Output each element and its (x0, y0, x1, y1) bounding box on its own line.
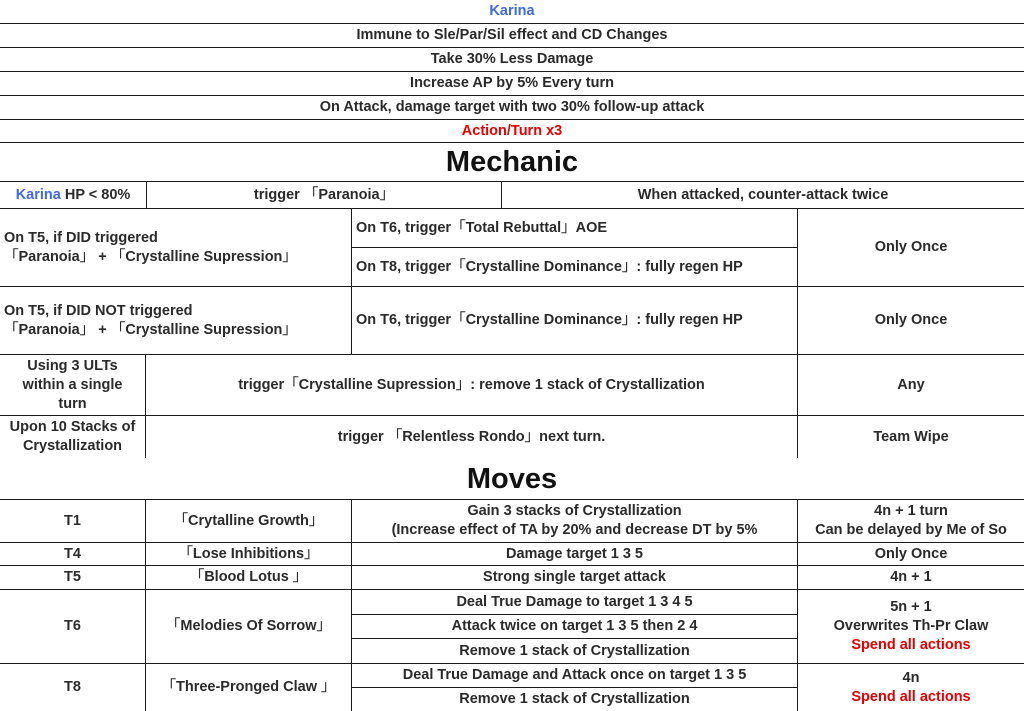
move-t1-frequency (798, 500, 1024, 542)
trait-immunity: Immune to Sle/Par/Sil effect and CD Changes (356, 27, 668, 43)
boss-name-inline: Karina (15, 186, 61, 203)
t5-did-not-condition (0, 287, 351, 354)
move-t6-name: 「Melodies Of Sorrow」 (165, 618, 332, 634)
action-per-turn: Action/Turn x3 (461, 122, 563, 139)
move-t8-turn: T8 (64, 679, 81, 695)
t5-did-not-effect: On T6, trigger「Crystalline Dominance」: fully regen HP (356, 312, 743, 328)
ults-condition-line3: turn (58, 395, 87, 412)
trait-damage-reduction: Take 30% Less Damage (430, 51, 594, 67)
stacks-condition (0, 416, 145, 458)
stacks-condition-line2: Crystallization (22, 438, 123, 454)
move-t5-turn: T5 (64, 569, 81, 585)
ults-effect: trigger「Crystalline Supression」: remove 1 stack of Crystallization (238, 376, 705, 393)
stacks-condition-line1: Upon 10 Stacks of (9, 419, 136, 435)
t5-did-effect-total-rebuttal: On T6, trigger「Total Rebuttal」AOE (356, 219, 608, 236)
ults-condition-line2: within a single (22, 376, 123, 393)
stacks-frequency: Team Wipe (873, 428, 949, 445)
move-t8-effect-attack: Deal True Damage and Attack once on target 1 3 5 (402, 667, 747, 683)
boss-name: Karina (489, 3, 535, 19)
move-t6-turn: T6 (64, 618, 81, 634)
move-t8-frequency-line1: 4n (902, 669, 920, 686)
move-t4-effect: Damage target 1 3 5 (505, 545, 643, 562)
hp-condition (0, 182, 146, 208)
move-t8-spend-all-actions: Spend all actions (851, 688, 971, 705)
ults-condition (0, 355, 145, 415)
move-t5-frequency: 4n + 1 (890, 569, 932, 585)
t5-did-frequency: Only Once (874, 239, 948, 255)
t5-did-not-frequency: Only Once (874, 312, 948, 328)
ults-frequency: Any (897, 376, 925, 393)
move-t1-frequency-line1: 4n + 1 turn (874, 503, 948, 519)
t5-did-condition-line2: 「Paranoia」 + 「Crystalline Supression」 (4, 248, 297, 265)
t5-did-not-condition-line2: 「Paranoia」 + 「Crystalline Supression」 (4, 321, 297, 338)
move-t4-turn: T4 (64, 545, 81, 562)
t5-did-not-condition-line1: On T5, if DID NOT triggered (4, 302, 193, 319)
paranoia-trigger: trigger 「Paranoia」 (253, 186, 395, 203)
trait-ap-increase: Increase AP by 5% Every turn (410, 75, 614, 91)
move-t8-effect-remove-stack: Remove 1 stack of Crystallization (459, 691, 690, 707)
move-t1-name: 「Crytalline Growth」 (173, 512, 324, 529)
t5-did-condition-line1: On T5, if DID triggered (4, 229, 158, 246)
move-t4-name: 「Lose Inhibitions」 (178, 545, 319, 562)
move-t4-frequency: Only Once (874, 545, 948, 562)
move-t5-effect: Strong single target attack (483, 569, 666, 585)
hp-threshold: HP < 80% (60, 186, 131, 203)
move-t6-effect-true-damage: Deal True Damage to target 1 3 4 5 (456, 593, 693, 610)
move-t6-frequency-line1: 5n + 1 (890, 599, 932, 615)
move-t5-name: 「Blood Lotus 」 (189, 569, 308, 585)
move-t6-frequency-line2: Overwrites Th-Pr Claw (833, 618, 989, 634)
move-t1-effect (352, 500, 797, 542)
move-t6-spend-all-actions: Spend all actions (851, 637, 971, 653)
move-t1-effect-line2: (Increase effect of TA by 20% and decrease DT by 5% (391, 522, 758, 538)
t5-did-condition (0, 209, 351, 286)
move-t8-name: 「Three-Pronged Claw 」 (161, 679, 336, 695)
ults-condition-line1: Using 3 ULTs (27, 357, 118, 374)
move-t6-frequency (798, 590, 1024, 663)
move-t1-turn: T1 (64, 512, 81, 529)
move-t1-frequency-line2: Can be delayed by Me of So (815, 522, 1007, 538)
move-t6-effect-remove-stack: Remove 1 stack of Crystallization (459, 642, 690, 659)
move-t8-frequency (798, 664, 1024, 711)
move-t1-effect-line1: Gain 3 stacks of Crystallization (467, 503, 682, 519)
moves-heading: Moves (466, 462, 558, 495)
move-t6-effect-attack-twice: Attack twice on target 1 3 5 then 2 4 (451, 618, 698, 634)
counter-attack-effect: When attacked, counter-attack twice (637, 186, 889, 203)
mechanic-heading: Mechanic (445, 145, 579, 178)
t5-did-effect-dominance: On T8, trigger「Crystalline Dominance」: fully regen HP (356, 258, 743, 275)
trait-follow-up: On Attack, damage target with two 30% follow-up attack (319, 99, 705, 115)
stacks-effect: trigger 「Relentless Rondo」next turn. (337, 428, 606, 445)
